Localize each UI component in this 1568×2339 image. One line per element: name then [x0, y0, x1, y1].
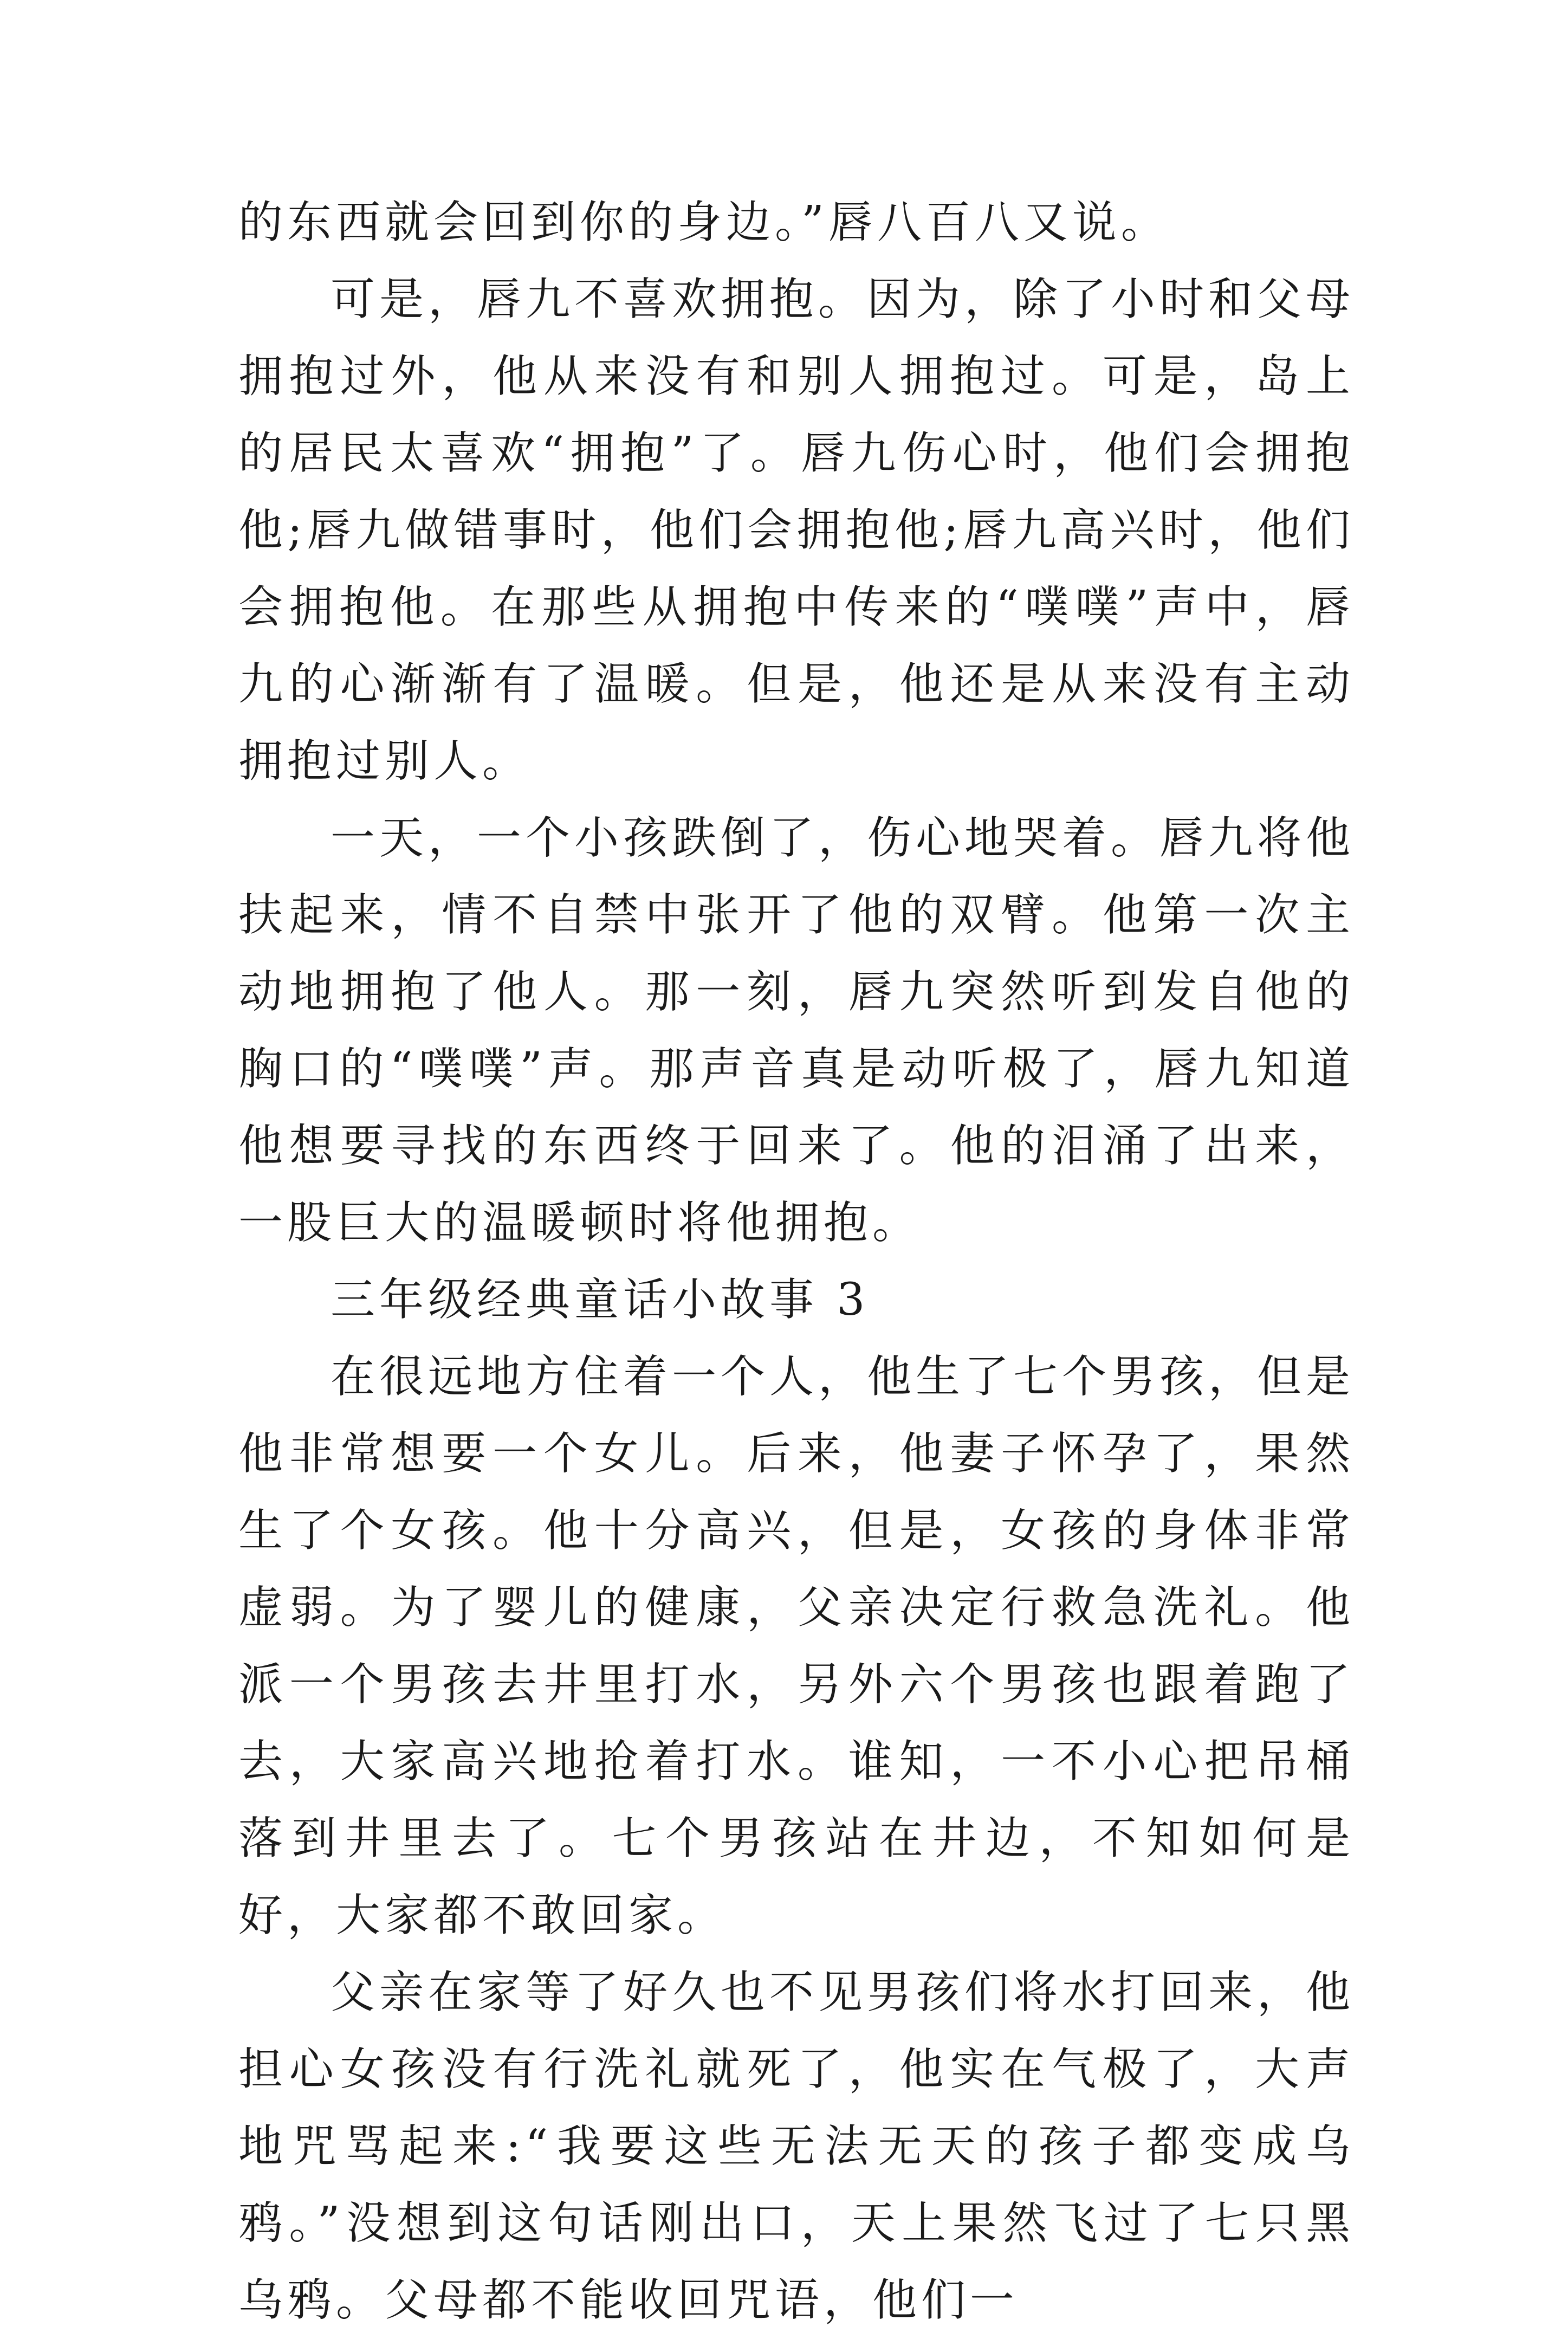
story-heading: 三年级经典童话小故事 3 — [331, 1274, 870, 1326]
document-body — [238, 184, 1355, 2339]
paragraph-father-curse: 父亲在家等了好久也不见男孩们将水打回来，他担心女孩没有行洗礼就死了，他实在气极了，大声地咒骂起来:“我要这些无法无天的孩子都变成乌鸦。”没想到这句话刚出口，天上果然飞过了七只黑乌鸦。父母都不能收回咒语，他们一 — [238, 1967, 1355, 2326]
paragraph-continuation: 的东西就会回到你的身边。”唇八百八又说。 — [238, 197, 1170, 248]
paragraph-hug: 可是，唇九不喜欢拥抱。因为，除了小时和父母拥抱过外，他从来没有和别人拥抱过。可是，岛上的居民太喜欢“拥抱”了。唇九伤心时，他们会拥抱他;唇九做错事时，他们会拥抱他;唇九高兴时，他们会拥抱他。在那些从拥抱中传来的“噗噗”声中，唇九的心渐渐有了温暖。但是，他还是从来没有主动拥抱过别人。 — [238, 274, 1355, 787]
paragraph-child-fell: 一天，一个小孩跌倒了，伤心地哭着。唇九将他扶起来，情不自禁中张开了他的双臂。他第一次主动地拥抱了他人。那一刻，唇九突然听到发自他的胸口的“噗噗”声。那声音真是动听极了，唇九知道他想要寻找的东西终于回来了。他的泪涌了出来，一股巨大的温暖顿时将他拥抱。 — [238, 812, 1355, 1249]
paragraph-seven-boys: 在很远地方住着一个人，他生了七个男孩，但是他非常想要一个女儿。后来，他妻子怀孕了，果然生了个女孩。他十分高兴，但是，女孩的身体非常虚弱。为了婴儿的健康，父亲决定行救急洗礼。他派一个男孩去井里打水，另外六个男孩也跟着跑了去，大家高兴地抢着打水。谁知，一不小心把吊桶落到井里去了。七个男孩站在井边，不知如何是好，大家都不敢回家。 — [238, 1351, 1355, 1941]
